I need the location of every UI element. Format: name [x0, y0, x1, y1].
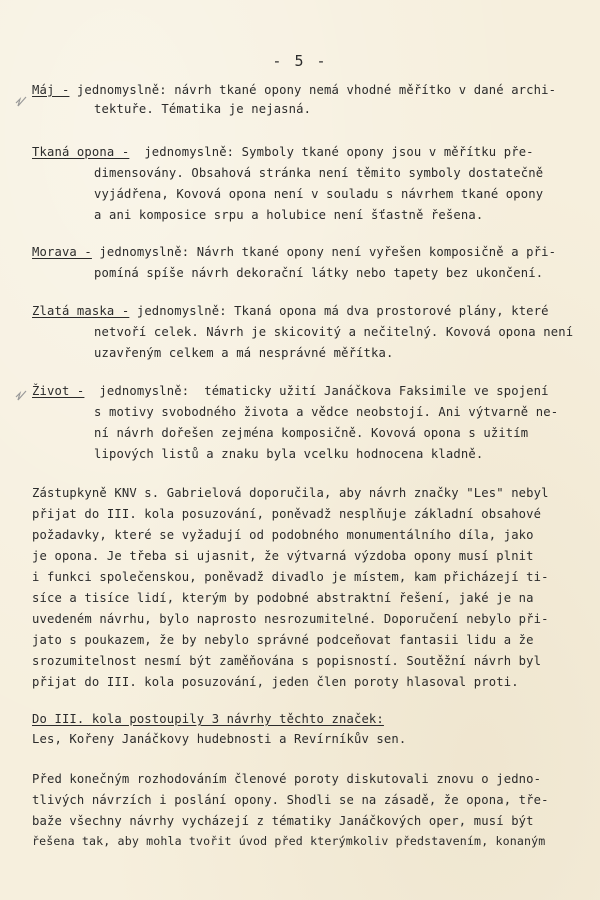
paragraph-line: tlivých návrzích i poslání opony. Shodli se na zásadě, že opona, tře- [32, 793, 549, 807]
entry-text: pomíná spíše návrh dekorační látky nebo tapety bez ukončení. [94, 266, 544, 280]
paragraph-line: požadavky, které se vyžadují od podobného monumentálního díla, jako [32, 528, 534, 542]
entry-text: jednomyslně: tématicky užití Janáčkova Faksimile ve spojení [84, 384, 549, 398]
entry-line [94, 406, 558, 418]
entry-text: tektuře. Tématika je nejasná. [94, 102, 312, 116]
entry-line [94, 347, 394, 359]
entry-line [94, 326, 573, 338]
entry-line [94, 267, 543, 279]
entry-line [94, 103, 311, 115]
paragraph-line: síce a tisíce lidí, kterým by podobné abstraktní řešení, jaké je na [32, 591, 534, 605]
entry-line [94, 209, 483, 221]
entry-label: Život - [32, 384, 85, 398]
entry-line [94, 188, 543, 200]
third-round-list: Les, Kořeny Janáčkovy hudebnosti a Revírníkův sen. [32, 732, 407, 746]
paragraph-line: jato s poukazem, že by nebylo správné podceňovat fantasii lidu a že [32, 633, 534, 647]
entry-text: jednomyslně: Návrh tkané opony není vyřešen komposičně a při- [91, 245, 557, 259]
entry-text: jednomyslně: Symboly tkané opony jsou v měřítku pře- [129, 145, 534, 159]
entry-line [32, 305, 549, 317]
entry-line [94, 448, 483, 460]
paragraph-line: uvedeném návrhu, bylo naprosto nesrozumitelné. Doporučení nebylo při- [32, 612, 549, 626]
paragraph-line: Před konečným rozhodováním členové poroty diskutovali znovu o jedno- [32, 772, 542, 786]
entry-text: vyjádřena, Kovová opona není v souladu s návrhem tkané opony [94, 187, 544, 201]
entry-label: Máj - [32, 83, 70, 97]
entry-label: Tkaná opona - [32, 145, 130, 159]
margin-check-mark-icon [14, 388, 28, 402]
entry-line [94, 167, 543, 179]
entry-line [94, 427, 528, 439]
entry-label: Zlatá maska - [32, 304, 130, 318]
entry-line [32, 246, 556, 258]
entry-text: s motivy svobodného života a vědce neobstojí. Ani výtvarně ne- [94, 405, 559, 419]
entry-text: jednomyslně: návrh tkané opony nemá vhodné měřítko v dané archi- [69, 83, 557, 97]
entry-label: Morava - [32, 245, 92, 259]
paragraph-line: je opona. Je třeba si ujasnit, že výtvarná výzdoba opony musí plnit [32, 549, 534, 563]
paragraph-line: baže všechny návrhy vycházejí z tématiky Janáčkových oper, musí být [32, 814, 534, 828]
entry-line [32, 84, 556, 96]
entry-text: uzavřeným celkem a má nesprávné měřítka. [94, 346, 394, 360]
entry-text: ní návrh dořešen zejména komposičně. Kovová opona s užitím [94, 426, 529, 440]
page-number: - 5 - [272, 52, 328, 70]
paragraph-line: i funkci společenskou, poněvadž divadlo je místem, kam přicházejí ti- [32, 570, 549, 584]
margin-check-mark-icon [14, 94, 28, 108]
third-round-heading: Do III. kola postoupily 3 návrhy těchto značek: [32, 712, 384, 726]
entry-text: a ani komposice srpu a holubice není šťastně řešena. [94, 208, 484, 222]
paragraph-line: Zástupkyně KNV s. Gabrielová doporučila, aby návrh značky "Les" nebyl [32, 486, 549, 500]
paragraph-line: řešena tak, aby mohla tvořit úvod před kterýmkoliv představením, konaným [32, 834, 546, 848]
entry-text: jednomyslně: Tkaná opona má dva prostorové plány, které [129, 304, 549, 318]
entry-text: netvoří celek. Návrh je skicovitý a nečitelný. Kovová opona není [94, 325, 574, 339]
paragraph-line: srozumitelnost nesmí být zaměňována s popisností. Soutěžní návrh byl [32, 654, 542, 668]
entry-text: lipových listů a znaku byla vcelku hodnocena kladně. [94, 447, 484, 461]
entry-line [32, 146, 534, 158]
paragraph-line: přijat do III. kola posuzování, jeden člen poroty hlasoval proti. [32, 675, 519, 689]
entry-line [32, 385, 549, 397]
entry-text: dimensovány. Obsahová stránka není těmito symboly dostatečně [94, 166, 544, 180]
paragraph-line: přijat do III. kola posuzování, poněvadž nesplňuje základní obsahové [32, 507, 542, 521]
